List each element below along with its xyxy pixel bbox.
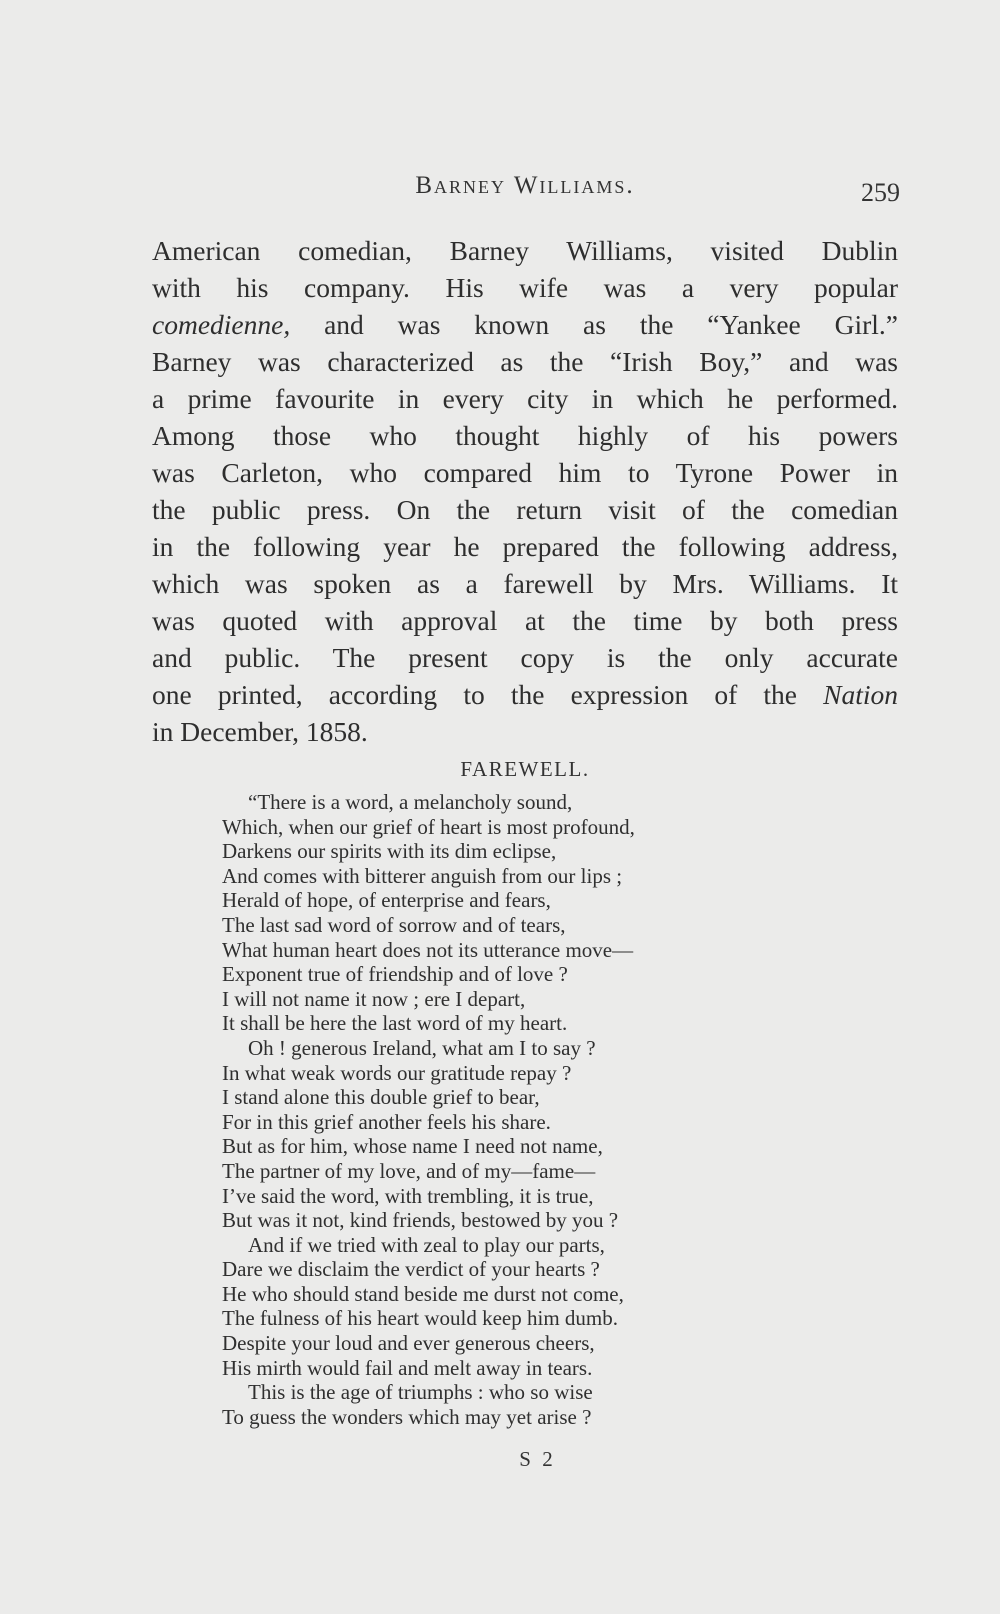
body-line: in the following year he prepared the following address,: [152, 531, 898, 562]
poem-line: Exponent true of friendship and of love ?: [222, 962, 568, 987]
poem-line: And if we tried with zeal to play our parts,: [248, 1232, 605, 1257]
body-line: American comedian, Barney Williams, visited Dublin: [152, 235, 898, 266]
body-line-text: one printed, according to the expression of the: [152, 679, 824, 710]
poem-line: Despite your loud and ever generous cheers,: [222, 1331, 595, 1356]
poem-line: Dare we disclaim the verdict of your hearts ?: [222, 1257, 600, 1282]
body-line: with his company. His wife was a very popular: [152, 272, 898, 303]
poem-line: The last sad word of sorrow and of tears,: [222, 912, 566, 937]
poem-line: The partner of my love, and of my—fame—: [222, 1158, 596, 1183]
signature-mark: S 2: [519, 1447, 556, 1471]
body-line: [152, 676, 898, 713]
poem-line: Which, when our grief of heart is most profound,: [222, 814, 635, 839]
poem-line: I’ve said the word, with trembling, it is true,: [222, 1183, 594, 1208]
poem-line: In what weak words our gratitude repay ?: [222, 1060, 572, 1085]
body-line: Among those who thought highly of his powers: [152, 420, 898, 451]
poem-line: But as for him, whose name I need not name,: [222, 1134, 603, 1159]
poem-line: I stand alone this double grief to bear,: [222, 1085, 540, 1110]
poem-line: Darkens our spirits with its dim eclipse,: [222, 839, 557, 864]
poem-line: His mirth would fail and melt away in tears.: [222, 1355, 593, 1380]
poem-line: The fulness of his heart would keep him dumb.: [222, 1306, 619, 1331]
body-line: was quoted with approval at the time by both press: [152, 605, 898, 636]
body-line: and public. The present copy is the only accurate: [152, 642, 898, 673]
running-title: Barney Williams.: [415, 172, 635, 199]
poem-line: He who should stand beside me durst not come,: [222, 1281, 624, 1306]
body-line: the public press. On the return visit of the comedian: [152, 494, 898, 525]
poem: [222, 790, 782, 1429]
poem-line: This is the age of triumphs : who so wise: [248, 1380, 593, 1405]
body-line-rest: and was known as the “Yankee Girl.”: [290, 309, 898, 340]
poem-line: Herald of hope, of enterprise and fears,: [222, 888, 551, 913]
running-head: [150, 172, 900, 212]
poem-line: I will not name it now ; ere I depart,: [222, 986, 526, 1011]
body-line: was Carleton, who compared him to Tyrone Power in: [152, 457, 898, 488]
poem-line: But was it not, kind friends, bestowed by you ?: [222, 1208, 619, 1233]
body-line: Barney was characterized as the “Irish Boy,” and was: [152, 346, 898, 377]
poem-line: “There is a word, a melancholy sound,: [248, 790, 573, 814]
poem-line: For in this grief another feels his share.: [222, 1109, 551, 1134]
body-line: [152, 306, 898, 343]
body-line: which was spoken as a farewell by Mrs. Williams. It: [152, 568, 898, 599]
poem-line: What human heart does not its utterance move—: [222, 937, 634, 962]
poem-heading: FAREWELL.: [460, 757, 590, 781]
body-line: in December, 1858.: [152, 716, 368, 747]
body-paragraph: [152, 232, 898, 750]
italic-word: Nation: [823, 679, 898, 710]
poem-line: And comes with bitterer anguish from our lips ;: [222, 863, 623, 888]
italic-word: comedienne,: [152, 309, 291, 340]
body-line: a prime favourite in every city in which he performed.: [152, 383, 898, 414]
poem-line: To guess the wonders which may yet arise ?: [222, 1404, 592, 1429]
page-number: 259: [861, 178, 900, 207]
poem-line: Oh ! generous Ireland, what am I to say ?: [248, 1035, 596, 1060]
poem-line: It shall be here the last word of my heart.: [222, 1011, 568, 1036]
